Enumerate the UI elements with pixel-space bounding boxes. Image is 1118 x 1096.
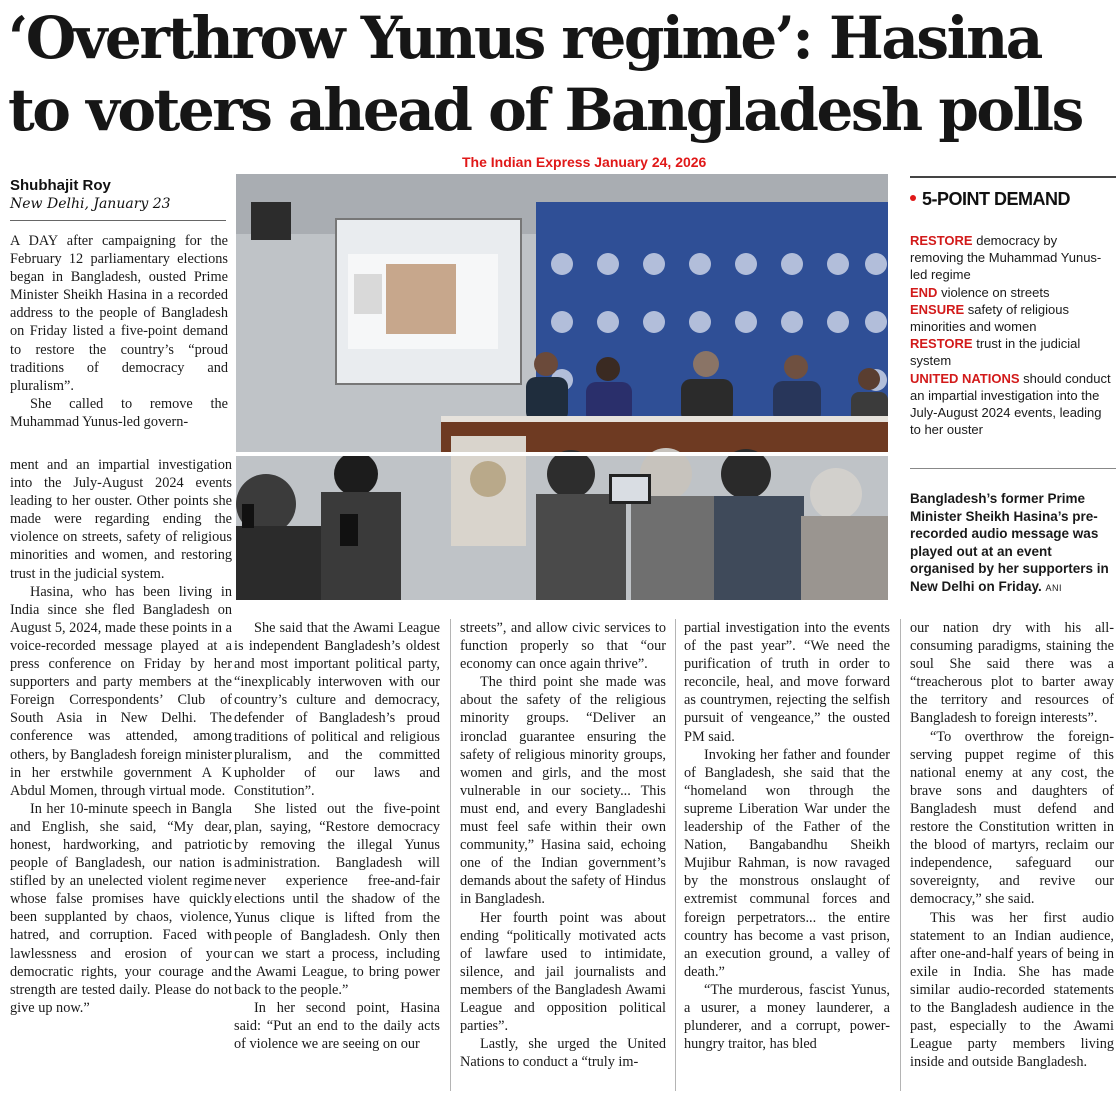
demand-item <box>910 335 1112 369</box>
sidebar-title <box>910 189 1070 210</box>
demand-keyword: RESTORE <box>910 233 973 248</box>
article-paragraph: “To overthrow the foreign-serving puppet regime of this national enemy at any cost, the brave sons and daughters of Bangladesh must defend and restore the Constitution written in the blood of martyrs, reclaim our independence, safeguard our sovereignty, and revive our democracy,” she said. <box>910 728 1114 908</box>
article-paragraph: our nation dry with his all-consuming paradigms, staining the soul She said there was a “treacherous plot to barter away the territory and resources of Bangladesh to foreign interests”. <box>910 620 1114 727</box>
article-column-4 <box>684 619 890 1093</box>
demand-item <box>910 232 1112 284</box>
sidebar-title-text: 5-POINT DEMAND <box>922 189 1071 209</box>
article-paragraph: In her second point, Hasina said: “Put an end to the daily acts of violence we are seeing on our <box>234 999 440 1053</box>
column-divider <box>450 619 451 1091</box>
article-paragraph: Invoking her father and founder of Bangladesh, she said that the “homeland won through the supreme Liberation War under the leadership of the Father of the Nation, Bangabandhu Sheikh Mujibur Rahman, is now ravaged by the monstrous onslaught of extremist communal forces and foreign perpetrators... the entire country has become a vast prison, an execution ground, a valley of death.” <box>684 746 890 980</box>
bullet-dot-icon <box>910 195 916 201</box>
demand-text: should conduct an impartial investigation into the July-August 2024 events, leading to her ouster <box>910 370 1111 438</box>
sidebar-divider <box>910 468 1116 469</box>
article-paragraph: The third point she made was about the safety of the religious minority groups. “Deliver an ironclad guarantee ensuring the safety of religious minority groups, women and girls, and the most vulnerable in our society... This must end, and every Bangladeshi must feel safe within their own community,” Hasina said, echoing one of the Indian government’s demands about the safety of Hindus in Bangladesh. <box>460 674 666 908</box>
demand-text: violence on streets <box>937 284 1050 300</box>
demand-list <box>910 232 1112 438</box>
headline <box>8 2 1112 146</box>
article-column-1-bottom <box>10 456 232 1092</box>
demand-text: democracy by removing the Muhammad Yunus-led regime <box>910 233 1102 283</box>
article-paragraph: ment and an impartial investigation into the July-August 2024 events leading to her ouster. Other points she made were regarding ending the violence on streets, safety of religious minorities and women, and restoring trust in the judicial system. <box>10 457 232 582</box>
article-paragraph: Her fourth point was about ending “politically motivated acts of lawfare used to intimidate, silence, and jail journalists and members of the Bangladesh Awami League and opposition political parties”. <box>460 909 666 1035</box>
demand-text: trust in the judicial system <box>910 336 1081 369</box>
article-paragraph: She said that the Awami League is independent Bangladesh’s oldest and most important political party, “inexplicably interwoven with our country’s culture and democracy, defender of Bangladesh’s proud traditions of political and religious pluralism, and the committed upholder of our laws and Constitution”. <box>234 620 440 799</box>
byline-dateline: New Delhi, January 23 <box>10 196 171 212</box>
photo-caption <box>910 490 1110 597</box>
demand-keyword: END <box>910 284 938 300</box>
column-divider <box>675 619 676 1091</box>
sidebar-top-rule <box>910 176 1116 178</box>
article-paragraph: She called to remove the Muhammad Yunus-led govern- <box>10 395 228 430</box>
article-column-2 <box>234 619 440 1093</box>
article-column-5 <box>910 619 1114 1093</box>
byline-author: Shubhajit Roy <box>10 177 111 194</box>
article-column-1-top <box>10 232 228 456</box>
headline-line-2: to voters ahead of Bangladesh polls <box>8 76 1082 144</box>
source-line: The Indian Express January 24, 2026 <box>462 154 707 170</box>
press-conference-photo <box>236 174 888 600</box>
demand-text: safety of religious minorities and women <box>910 301 1069 335</box>
column-divider <box>900 619 901 1091</box>
photo-credit: ANI <box>1045 582 1063 593</box>
headline-line-1: ‘Overthrow Yunus regime’: Hasina <box>8 4 1041 72</box>
byline-divider <box>10 220 226 221</box>
article-paragraph: Lastly, she urged the United Nations to conduct a “truly im- <box>460 1036 666 1071</box>
demand-item <box>910 301 1112 335</box>
demand-item <box>910 370 1112 439</box>
article-paragraph: She listed out the five-point plan, saying, “Restore democracy by removing the illegal Yunus administration. Bangladesh will never experience free-and-fair elections until the shadow of the Yunus clique is lifted from the people of Bangladesh. Only then can we start a process, including the Awami League, to bring power back to the people.” <box>234 800 440 998</box>
demand-keyword: RESTORE <box>910 336 973 352</box>
demand-item <box>910 284 1112 301</box>
article-paragraph: A DAY after campaigning for the February 12 parliamentary elections began in Bangladesh, ousted Prime Minister Sheikh Hasina in a recorded address to the people of Bangladesh on Friday listed a five-point demand to restore the country’s “proud traditions of democracy and pluralism”. <box>10 233 228 394</box>
demand-keyword: ENSURE <box>910 301 965 317</box>
article-paragraph: partial investigation into the events of the past year”. “We need the purification of truth in order to reconcile, heal, and move forward as countrymen, rejecting the selfish pursuit of vengeance,” the ousted PM said. <box>684 620 890 745</box>
demand-keyword: UNITED NATIONS <box>910 370 1020 386</box>
caption-text: Bangladesh’s former Prime Minister Sheikh Hasina’s pre-recorded audio message was played out at an event organised by her supporters in New Delhi on Friday. <box>910 491 1109 594</box>
article-paragraph: This was her first audio statement to an Indian audience, after one-and-half years of being in exile in India. She has made similar audio-recorded statements to the Bangladesh audience in the past, especially to the Awami League party members living inside and outside Bangladesh. <box>910 909 1114 1071</box>
article-column-3 <box>460 619 666 1093</box>
article-paragraph: Hasina, who has been living in India since she fled Bangladesh on August 5, 2024, made these points in a voice-recorded message played at a press conference on Friday by her supporters and party members at the Foreign Correspondents’ Club of South Asia in New Delhi. The conference was attended, among others, by Bangladesh foreign minister in her erstwhile government A K Abdul Momen, through virtual mode. <box>10 583 232 799</box>
article-paragraph: In her 10-minute speech in Bangla and English, she said, “My dear, honest, hardworking, and patriotic people of Bangladesh, our nation is stifled by an unelected violent regime whose false promises have quickly been supplanted by chaos, violence, hatred, and corruption. Faced with lawlessness and erosion of your democratic rights, your courage and strength are tested daily. Please do not give up now.” <box>10 800 232 1016</box>
article-paragraph: “The murderous, fascist Yunus, a usurer, a money launderer, a plunderer, and a corrupt, power-hungry traitor, has bled <box>684 981 890 1053</box>
article-paragraph: streets”, and allow civic services to function properly so that “our economy can once again thrive”. <box>460 620 666 673</box>
